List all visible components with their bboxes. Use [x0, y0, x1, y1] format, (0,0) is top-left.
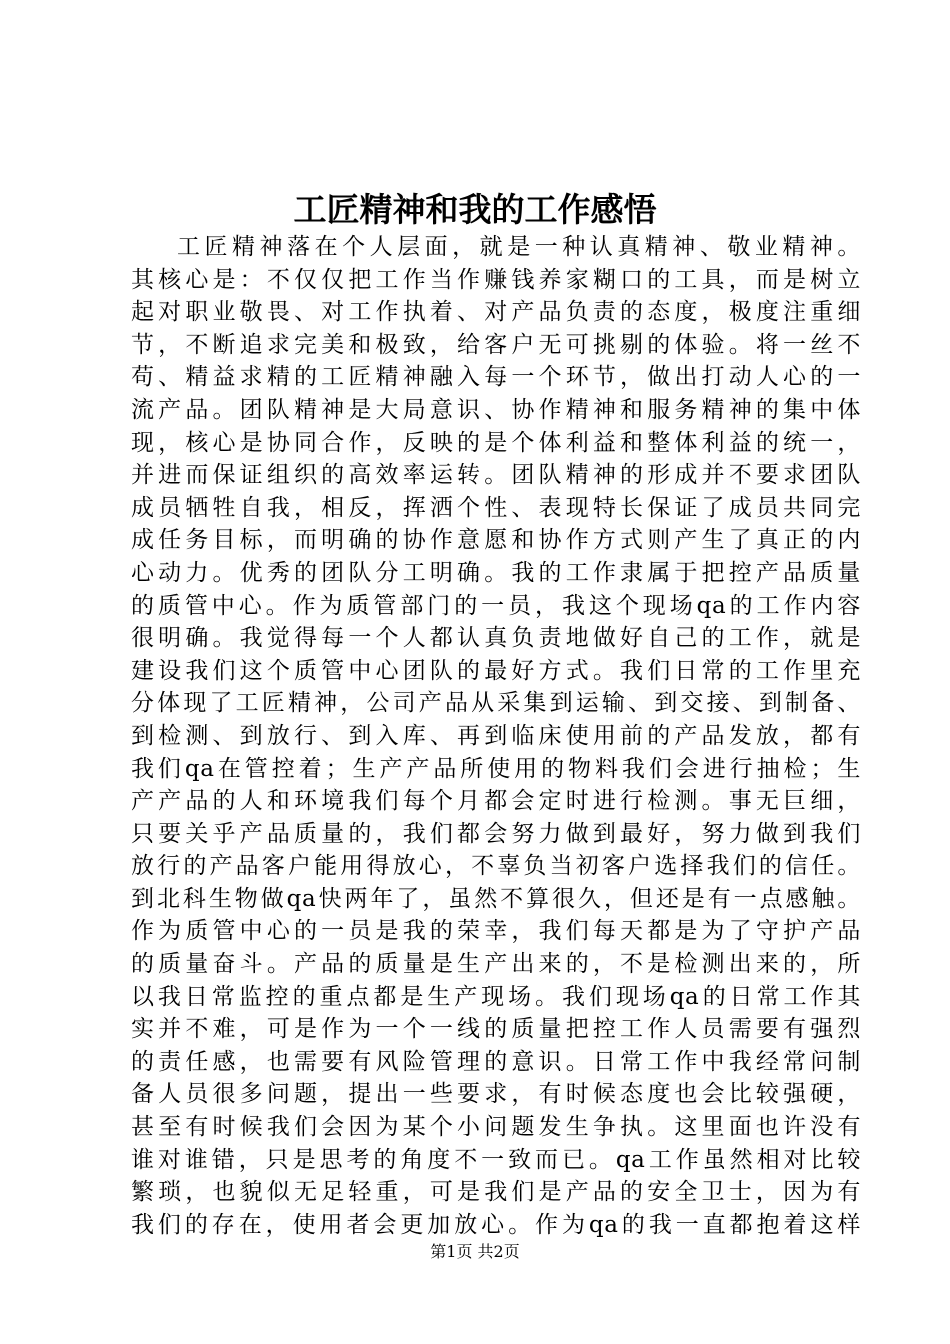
body-line: 起对职业敬畏、对工作执着、对产品负责的态度，极度注重细: [131, 299, 861, 326]
body-line: 成员牺牲自我，相反，挥洒个性、表现特长保证了成员共同完: [131, 494, 861, 521]
body-line: 备人员很多问题，提出一些要求，有时候态度也会比较强硬，: [131, 1081, 861, 1108]
body-line: 节，不断追求完美和极致，给客户无可挑剔的体验。将一丝不: [131, 331, 861, 358]
body-line: 建设我们这个质管中心团队的最好方式。我们日常的工作里充: [131, 657, 861, 684]
body-line: 其核心是：不仅仅把工作当作赚钱养家糊口的工具，而是树立: [131, 266, 861, 293]
body-line: 我们qa在管控着；生产产品所使用的物料我们会进行抽检；生: [131, 755, 861, 782]
body-line: 产产品的人和环境我们每个月都会定时进行检测。事无巨细，: [131, 788, 861, 815]
body-line: 心动力。优秀的团队分工明确。我的工作隶属于把控产品质量: [131, 559, 861, 586]
body-line: 谁对谁错，只是思考的角度不一致而已。qa工作虽然相对比较: [131, 1146, 861, 1173]
body-line: 以我日常监控的重点都是生产现场。我们现场qa的日常工作其: [131, 983, 861, 1010]
document-title: 工匠精神和我的工作感悟: [293, 190, 657, 229]
page-footer: 第1页 共2页: [430, 1242, 520, 1261]
body-line: 的责任感，也需要有风险管理的意识。日常工作中我经常问制: [131, 1048, 861, 1075]
body-line: 只要关乎产品质量的，我们都会努力做到最好，努力做到我们: [131, 820, 861, 847]
body-line: 到检测、到放行、到入库、再到临床使用前的产品发放，都有: [131, 722, 861, 749]
body-line: 并进而保证组织的高效率运转。团队精神的形成并不要求团队: [131, 462, 861, 489]
body-line: 繁琐，也貌似无足轻重，可是我们是产品的安全卫士，因为有: [131, 1179, 861, 1206]
body-line: 到北科生物做qa快两年了，虽然不算很久，但还是有一点感触。: [131, 885, 861, 912]
body-line: 实并不难，可是作为一个一线的质量把控工作人员需要有强烈: [131, 1016, 861, 1043]
body-line: 现，核心是协同合作，反映的是个体利益和整体利益的统一，: [131, 429, 861, 456]
body-line: 工匠精神落在个人层面，就是一种认真精神、敬业精神。: [177, 234, 861, 260]
document-body: [131, 231, 861, 1241]
body-line: 很明确。我觉得每一个人都认真负责地做好自己的工作，就是: [131, 625, 861, 652]
body-line: 的质量奋斗。产品的质量是生产出来的，不是检测出来的，所: [131, 951, 861, 978]
body-line: 分体现了工匠精神，公司产品从采集到运输、到交接、到制备、: [131, 690, 861, 717]
body-line: 流产品。团队精神是大局意识、协作精神和服务精神的集中体: [131, 396, 861, 423]
body-line: 成任务目标，而明确的协作意愿和协作方式则产生了真正的内: [131, 527, 861, 554]
body-line: 作为质管中心的一员是我的荣幸，我们每天都是为了守护产品: [131, 918, 861, 945]
body-line: 我们的存在，使用者会更加放心。作为qa的我一直都抱着这样: [131, 1211, 861, 1238]
body-line: 的质管中心。作为质管部门的一员，我这个现场qa的工作内容: [131, 592, 861, 619]
body-line: 苟、精益求精的工匠精神融入每一个环节，做出打动人心的一: [131, 364, 861, 391]
body-line: 甚至有时候我们会因为某个小问题发生争执。这里面也许没有: [131, 1114, 861, 1141]
body-line: 放行的产品客户能用得放心，不辜负当初客户选择我们的信任。: [131, 853, 861, 880]
